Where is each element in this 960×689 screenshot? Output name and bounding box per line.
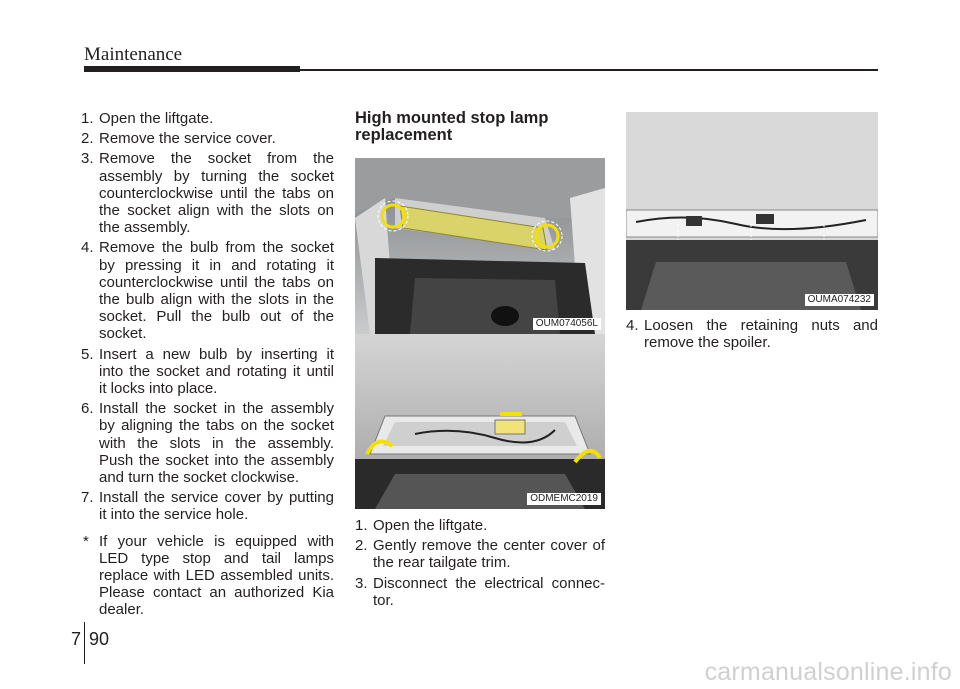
liftgate-trim-photo <box>355 158 605 334</box>
photo-caption: OUMA074232 <box>805 294 874 306</box>
section-title: High mounted stop lamp replacement <box>355 109 549 144</box>
header-rule-thick <box>84 66 300 72</box>
step-item: 2. Gently remove the center cover of the rear tailgate trim. <box>355 537 605 572</box>
spoiler-steps-list <box>626 317 878 351</box>
step-item: 4. Remove the bulb from the socket by pressing it in and rotating it counterclockwise until the tabs on the bulb align with the slots in the socket. Pull the bulb out of the socket. <box>81 239 334 343</box>
spoiler-photo <box>626 112 878 310</box>
step-item: 6. Install the socket in the assembly by aligning the tabs on the socket with the slots in the assembly. Push the socket into the assembly and turn the socket clockwise. <box>81 400 334 487</box>
column-right <box>626 112 878 354</box>
step-item: 1. Open the liftgate. <box>355 517 488 534</box>
step-item: 3. Remove the socket from the assembly by turning the socket counterclockwise until the tabs on the socket align with the slots on the assembly. <box>81 150 334 237</box>
step-item: 7. Install the service cover by putting it into the service hole. <box>81 489 334 524</box>
page-header-title: Maintenance <box>84 44 183 65</box>
step-item: 2. Remove the service cover. <box>81 130 276 148</box>
step-item: 3. Disconnect the electrical connec-tor. <box>355 574 605 609</box>
footer-divider <box>84 622 85 664</box>
photo-caption: OUM074056L <box>533 318 601 330</box>
note-asterisk: * <box>83 532 89 550</box>
step-item: 5. Insert a new bulb by inserting it into the socket and rotating it until it locks into place. <box>81 345 334 398</box>
column-middle <box>355 110 605 612</box>
column-left <box>81 110 334 619</box>
header-rule-thin <box>300 69 878 71</box>
step-item: 4. Loosen the retaining nuts and remove the spoiler. <box>626 317 878 352</box>
step-item: 1. Open the liftgate. <box>81 110 214 127</box>
page-number: 90 <box>89 629 110 649</box>
bulb-steps-list <box>81 110 334 524</box>
site-watermark[interactable]: carmanualsonline.info <box>704 658 952 686</box>
note-text: If your vehicle is equipped with LED type stop and tail lamps replace with LED assembled units. Please contact an authorized Kia dealer. <box>99 532 334 619</box>
photo-caption: ODMEMC2019 <box>527 493 601 505</box>
chapter-number: 7 <box>71 629 82 649</box>
liftgate-connector-photo <box>355 334 605 509</box>
stop-lamp-steps-list <box>355 517 605 609</box>
led-note <box>81 533 334 619</box>
